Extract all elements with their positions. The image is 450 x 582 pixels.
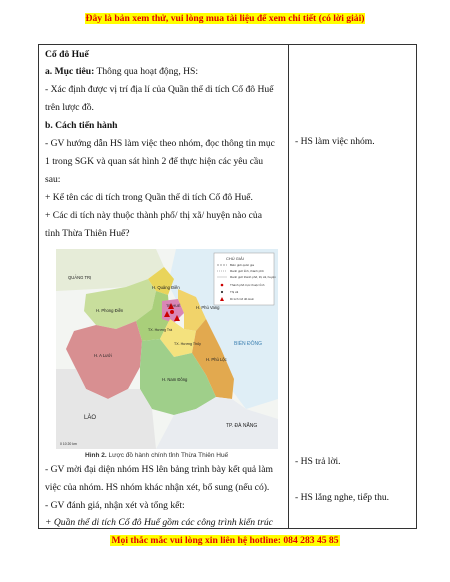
step3-line: - GV đánh giá, nhận xét và tổng kết: (45, 500, 185, 511)
question-2-line-1: + Các di tích này thuộc thành phố/ thị xã/ huyện nào của (45, 210, 262, 221)
legend-item-6: Di tích Cố đô Huế (230, 297, 254, 301)
step1-line-3: sau: (45, 174, 61, 185)
goal-item-line-2: trên lược đồ. (45, 102, 94, 113)
method-heading: b. Cách tiến hành (45, 120, 118, 131)
legend-title: CHÚ GIẢI (226, 256, 244, 261)
map-scale: 0 10 20 km (60, 442, 77, 446)
lesson-table (38, 44, 417, 529)
question-1: + Kể tên các di tích trong Quần thể di tích Cố đô Huế. (45, 192, 253, 203)
legend-town-symbol (221, 291, 223, 293)
step4-line: + Quần thể di tích Cố đô Huế gồm các công trình kiến trúc (45, 517, 273, 528)
goal-line: a. Mục tiêu: Thông qua hoạt động, HS: (45, 66, 199, 77)
section-title: Cố đô Huế (45, 49, 89, 60)
student-response-3: - HS lắng nghe, tiếp thu. (295, 492, 390, 503)
label-a-luoi: H. A Lưới (94, 353, 112, 358)
hue-city-marker (170, 310, 174, 314)
preview-banner-text: Đây là bản xem thử, vui lòng mua tài liệu để xem chi tiết (có lời giải) (85, 13, 365, 24)
step1-line-2: 1 trong SGK và quan sát hình 2 để thực hiện các yêu cầu (45, 156, 264, 167)
step1-line-1: - GV hướng dẫn HS làm việc theo nhóm, đọc thông tin mục (45, 138, 275, 149)
student-activity-column (289, 45, 416, 528)
legend-city-symbol (221, 284, 224, 287)
label-da-nang: TP. ĐÀ NẴNG (226, 423, 258, 429)
label-huong-tra: TX. Hương Trà (148, 328, 173, 332)
teacher-activity-column (39, 45, 289, 528)
legend-item-3: Ranh giới thành phố, thị xã, huyện (230, 275, 276, 279)
legend-item-1: Biên giới quốc gia (230, 263, 254, 267)
preview-banner (0, 13, 450, 24)
label-nam-dong: H. Nam Đông (162, 377, 188, 382)
label-quang-dien: H. Quảng Điền (152, 285, 180, 290)
legend-item-2: Ranh giới tỉnh, thành phố (230, 269, 264, 273)
hotline-banner (0, 535, 450, 546)
question-2-line-2: tỉnh Thừa Thiên Huế? (45, 228, 130, 239)
label-sea: BIỂN ĐÔNG (234, 341, 263, 347)
label-quang-tri: QUẢNG TRỊ (68, 275, 92, 280)
student-response-1: - HS làm việc nhóm. (295, 136, 375, 147)
step2-line-2: việc của nhóm. HS nhóm khác nhận xét, bổ sung (nếu có). (45, 482, 270, 493)
student-response-2: - HS trả lời. (295, 456, 341, 467)
label-hue: TP. HUẾ (166, 304, 181, 308)
label-phong-dien: H. Phong Điền (96, 308, 124, 313)
legend-item-5: Thị xã (230, 290, 239, 294)
label-lao: LÀO (84, 415, 97, 421)
goal-item-line-1: - Xác định được vị trí địa lí của Quần thể di tích Cố đô Huế (45, 84, 274, 95)
step2-line-1: - GV mời đại diện nhóm HS lên bảng trình bày kết quả làm (45, 464, 273, 475)
administrative-map (56, 249, 278, 449)
label-huong-thuy: TX. Hương Thủy (174, 342, 201, 346)
map-caption: Hình 2. Lược đồ hành chính tỉnh Thừa Thiên Huế (85, 452, 229, 459)
legend-item-4: Thành phố trực thuộc tỉnh (230, 283, 265, 287)
label-phu-vang: H. Phú Vang (196, 305, 220, 310)
label-phu-loc: H. Phú Lộc (206, 357, 227, 362)
hotline-banner-text: Mọi thắc mắc vui lòng xin liên hệ hotline: 084 283 45 85 (111, 535, 339, 546)
